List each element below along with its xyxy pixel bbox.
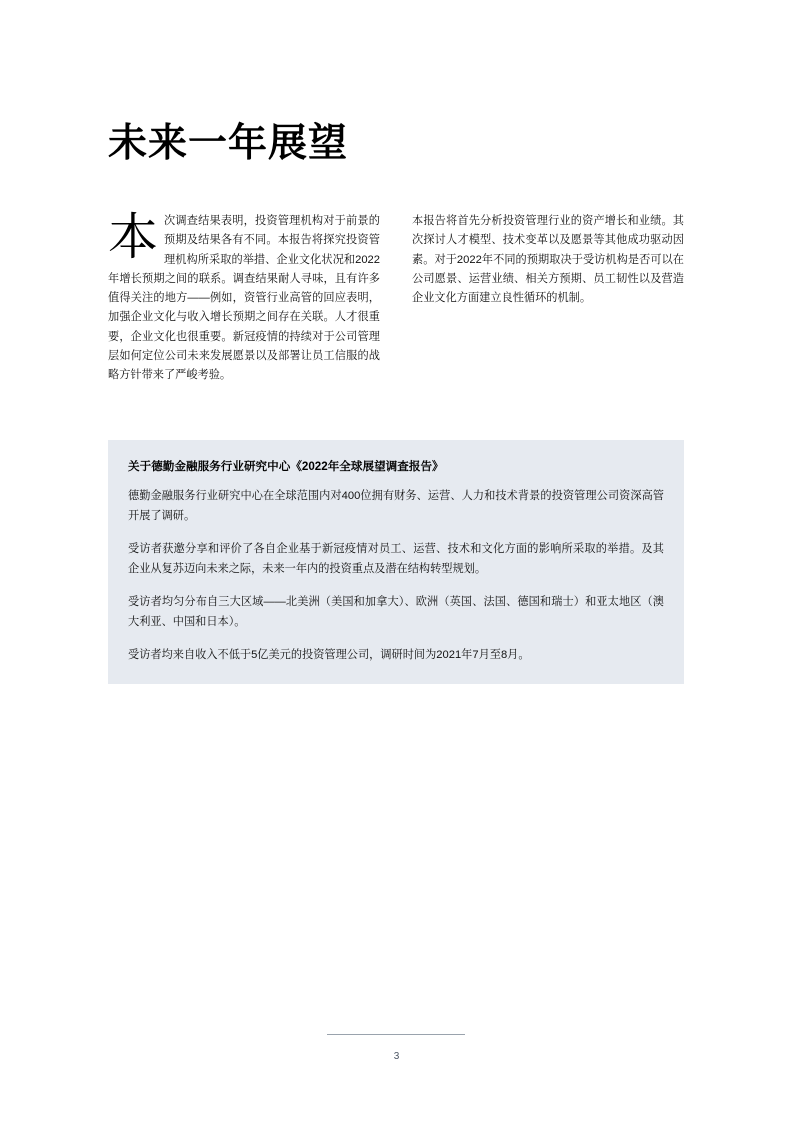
drop-cap: 本 (108, 209, 158, 265)
page-number: 3 (393, 1051, 400, 1062)
callout-box (108, 440, 684, 684)
callout-paragraph-1: 德勤金融服务行业研究中心在全球范围内对400位拥有财务、运营、人力和技术背景的投资管理公司资深高管开展了调研。 (128, 490, 664, 523)
callout-paragraph-3: 受访者均匀分布自三大区域——北美洲（美国和加拿大）、欧洲（英国、法国、德国和瑞士）和亚太地区（澳大利亚、中国和日本）。 (128, 596, 664, 629)
callout-title: 关于德勤金融服务行业研究中心《2022年全球展望调查报告》 (128, 460, 444, 473)
page-title: 未来一年展望 (108, 122, 349, 166)
body-columns (108, 209, 684, 412)
body-column-right (412, 212, 684, 308)
callout-paragraph-4: 受访者均来自收入不低于5亿美元的投资管理公司，调研时间为2021年7月至8月。 (128, 649, 530, 662)
callout-paragraph-2: 受访者获邀分享和评价了各自企业基于新冠疫情对员工、运营、技术和文化方面的影响所采取的举措。及其企业从复苏迈向未来之际，未来一年内的投资重点及潜在结构转型规划。 (128, 543, 664, 576)
footer-divider (327, 1034, 465, 1035)
body-text-right: 本报告将首先分析投资管理行业的资产增长和业绩。其次探讨人才模型、技术变革以及愿景等其他成功驱动因素。对于2022年不同的预期取决于受访机构是否可以在公司愿景、运营业绩、相关方预期、员工韧性以及营造企业文化方面建立良性循环的机制。 (412, 215, 684, 305)
body-column-left (108, 209, 380, 385)
body-text-left: 次调查结果表明，投资管理机构对于前景的预期及结果各有不同。本报告将探究投资管理机构所采取的举措、企业文化状况和2022年增长预期之间的联系。调查结果耐人寻味，且有许多值得关注的地方——例如，资管行业高管的回应表明，加强企业文化与收入增长预期之间存在关联。人才很重要，企业文化也很重要。新冠疫情的持续对于公司管理层如何定位公司未来发展愿景以及部署让员工信服的战略方针带来了严峻考验。 (108, 215, 380, 382)
